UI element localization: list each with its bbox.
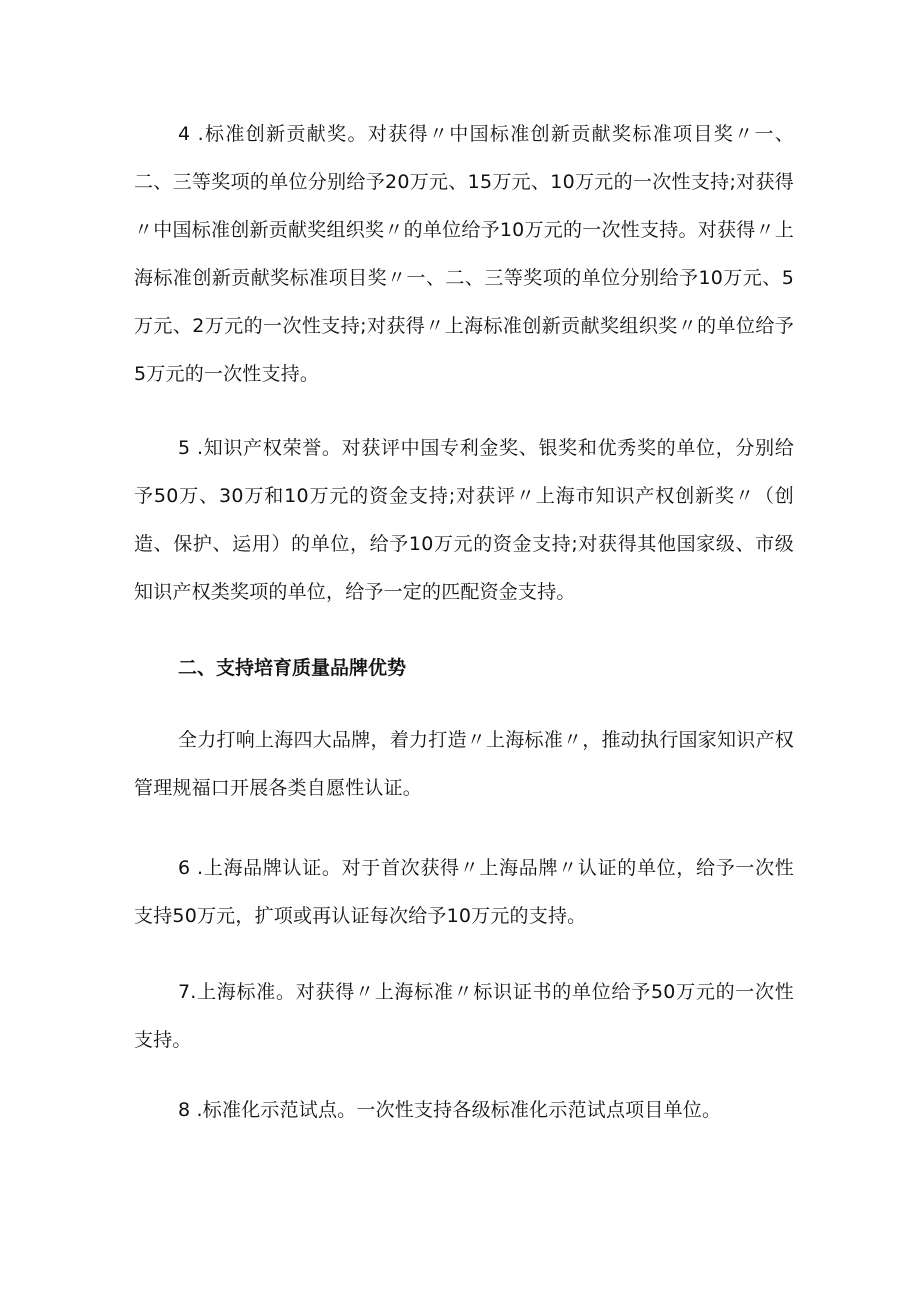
paragraph-standardization-pilot: 8 .标准化示范试点。一次性支持各级标准化示范试点项目单位。 (178, 1099, 722, 1121)
section-heading-quality-brand: 二、支持培育质量品牌优势 (178, 657, 407, 679)
paragraph-standard-innovation-award: 4 .标准创新贡献奖。对获得〃中国标准创新贡献奖标准项目奖〃一、二、三等奖项的单位分别给予20万元、15万元、10万元的一次性支持;对获得〃中国标准创新贡献奖组织奖〃的单位给予10万元的一次性支持。对获得〃上海标准创新贡献奖标准项目奖〃一、二、三等奖项的单位分别给予10万元、5万元、2万元的一次性支持;对获得〃上海标准创新贡献奖组织奖〃的单位给予5万元的一次性支持。 (134, 123, 794, 385)
paragraph-shanghai-brand-certification: 6 .上海品牌认证。对于首次获得〃上海品牌〃认证的单位，给予一次性支持50万元，扩项或再认证每次给予10万元的支持。 (134, 857, 794, 927)
paragraph-ip-honor: 5 .知识产权荣誉。对获评中国专利金奖、银奖和优秀奖的单位，分别给予50万、30万和10万元的资金支持;对获评〃上海市知识产权创新奖〃（创造、保护、运用）的单位，给予10万元的资金支持;对获得其他国家级、市级知识产权类奖项的单位，给予一定的匹配资金支持。 (134, 437, 794, 603)
paragraph-brand-intro: 全力打响上海四大品牌，着力打造〃上海标准〃，推动执行国家知识产权管理规福口开展各类自愿性认证。 (134, 729, 794, 799)
paragraph-shanghai-standard: 7.上海标准。对获得〃上海标准〃标识证书的单位给予50万元的一次性支持。 (134, 981, 794, 1051)
